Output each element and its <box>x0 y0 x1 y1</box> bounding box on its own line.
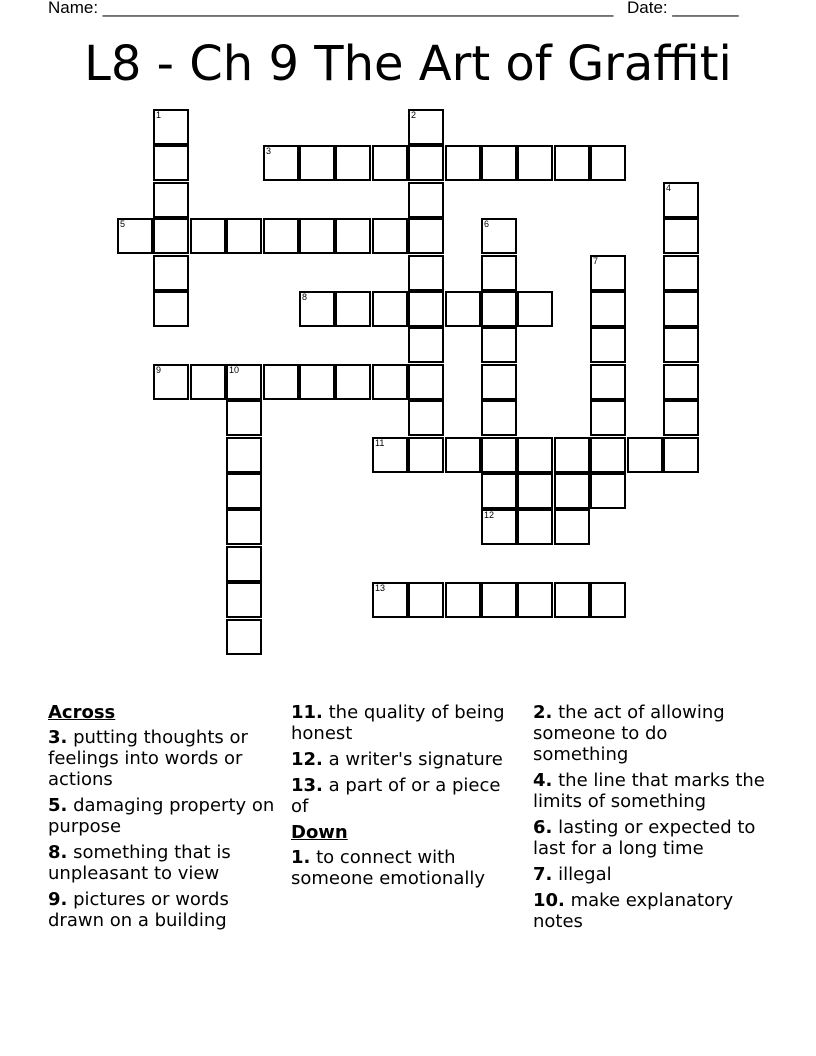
clue-text: putting thoughts or feelings into words or actions <box>48 727 248 790</box>
clue <box>48 889 280 931</box>
clue <box>291 847 523 889</box>
grid-cell[interactable] <box>590 437 626 473</box>
clue-text: a part of or a piece of <box>291 775 501 817</box>
grid-cell[interactable] <box>372 437 408 473</box>
grid-cell[interactable] <box>554 473 590 509</box>
grid-cell[interactable] <box>590 400 626 436</box>
grid-cell[interactable] <box>408 437 444 473</box>
grid-cell[interactable] <box>445 437 481 473</box>
grid-cell[interactable] <box>335 364 371 400</box>
grid-cell[interactable] <box>481 145 517 181</box>
down-heading: Down <box>291 822 348 843</box>
grid-cell[interactable] <box>226 619 262 655</box>
grid-cell[interactable] <box>226 364 262 400</box>
grid-cell[interactable] <box>153 291 189 327</box>
grid-cell[interactable] <box>663 437 699 473</box>
grid-cell[interactable] <box>481 327 517 363</box>
clue-number: 9 <box>156 365 162 375</box>
clues-column-3 <box>533 702 765 937</box>
clue-number: 3. <box>48 727 68 748</box>
grid-cell[interactable] <box>226 582 262 618</box>
clue-number: 11. <box>291 702 323 723</box>
clue-number: 10. <box>533 890 565 911</box>
grid-cell[interactable] <box>445 145 481 181</box>
grid-cell[interactable] <box>153 255 189 291</box>
grid-cell[interactable] <box>299 218 335 254</box>
clue <box>533 702 765 765</box>
clue-number: 5. <box>48 795 68 816</box>
grid-cell[interactable] <box>481 509 517 545</box>
clue-number: 4. <box>533 770 553 791</box>
grid-cell[interactable] <box>408 182 444 218</box>
grid-cell[interactable] <box>663 327 699 363</box>
clue-number: 7 <box>593 256 599 266</box>
clue <box>533 890 765 932</box>
grid-cell[interactable] <box>590 255 626 291</box>
grid-cell[interactable] <box>153 364 189 400</box>
clue-number: 2 <box>411 110 417 120</box>
clue-number: 1. <box>291 847 311 868</box>
grid-cell[interactable] <box>408 255 444 291</box>
clue <box>48 727 280 790</box>
clues-column-1 <box>48 702 280 936</box>
grid-cell[interactable] <box>445 291 481 327</box>
clues-column-2 <box>291 702 523 894</box>
grid-cell[interactable] <box>408 327 444 363</box>
grid-cell[interactable] <box>372 145 408 181</box>
clue <box>533 770 765 812</box>
clue <box>48 842 280 884</box>
grid-cell[interactable] <box>590 291 626 327</box>
clue-number: 5 <box>120 219 126 229</box>
grid-cell[interactable] <box>299 291 335 327</box>
across-heading: Across <box>48 702 116 723</box>
grid-cell[interactable] <box>445 582 481 618</box>
page-title: L8 - Ch 9 The Art of Graffiti <box>84 36 732 92</box>
grid-cell[interactable] <box>481 400 517 436</box>
grid-cell[interactable] <box>554 437 590 473</box>
grid-cell[interactable] <box>481 437 517 473</box>
down-clue-list <box>291 847 523 889</box>
grid-cell[interactable] <box>481 291 517 327</box>
clue-number: 12. <box>291 749 323 770</box>
clue-text: the act of allowing someone to do something <box>533 702 725 765</box>
down-clue-list-continued <box>533 702 765 932</box>
grid-cell[interactable] <box>408 218 444 254</box>
grid-cell[interactable] <box>263 145 299 181</box>
grid-cell[interactable] <box>335 145 371 181</box>
grid-cell[interactable] <box>408 582 444 618</box>
grid-cell[interactable] <box>590 364 626 400</box>
clue-number: 4 <box>666 183 672 193</box>
clue <box>533 864 765 885</box>
clue-number: 13. <box>291 775 323 796</box>
grid-cell[interactable] <box>408 145 444 181</box>
grid-cell[interactable] <box>263 364 299 400</box>
grid-cell[interactable] <box>517 291 553 327</box>
clue-number: 7. <box>533 864 553 885</box>
grid-cell[interactable] <box>517 437 553 473</box>
grid-cell[interactable] <box>226 437 262 473</box>
clue-number: 9. <box>48 889 68 910</box>
grid-cell[interactable] <box>663 291 699 327</box>
clue-text: the quality of being honest <box>291 702 505 744</box>
grid-cell[interactable] <box>153 218 189 254</box>
clue-number: 13 <box>375 583 386 593</box>
clue-number: 6 <box>484 219 490 229</box>
clue-number: 8 <box>302 292 308 302</box>
clue <box>291 702 523 744</box>
grid-cell[interactable] <box>408 291 444 327</box>
grid-cell[interactable] <box>299 364 335 400</box>
clue-number: 8. <box>48 842 68 863</box>
clue-text: make explanatory notes <box>533 890 734 932</box>
grid-cell[interactable] <box>190 364 226 400</box>
clue <box>291 775 523 817</box>
grid-cell[interactable] <box>226 218 262 254</box>
grid-cell[interactable] <box>372 364 408 400</box>
clue-number: 1 <box>156 110 162 120</box>
grid-cell[interactable] <box>190 218 226 254</box>
grid-cell[interactable] <box>117 218 153 254</box>
clue <box>533 817 765 859</box>
grid-cell[interactable] <box>153 182 189 218</box>
clue-text: a writer's signature <box>322 749 503 770</box>
grid-cell[interactable] <box>554 145 590 181</box>
clue-number: 2. <box>533 702 553 723</box>
grid-cell[interactable] <box>372 218 408 254</box>
grid-cell[interactable] <box>481 364 517 400</box>
grid-cell[interactable] <box>481 218 517 254</box>
clue-text: illegal <box>552 864 612 885</box>
grid-cell[interactable] <box>153 145 189 181</box>
grid-cell[interactable] <box>372 582 408 618</box>
grid-cell[interactable] <box>481 255 517 291</box>
grid-cell[interactable] <box>517 509 553 545</box>
grid-cell[interactable] <box>663 255 699 291</box>
clue-number: 6. <box>533 817 553 838</box>
grid-cell[interactable] <box>408 400 444 436</box>
grid-cell[interactable] <box>590 473 626 509</box>
grid-cell[interactable] <box>226 473 262 509</box>
grid-cell[interactable] <box>554 509 590 545</box>
grid-cell[interactable] <box>663 218 699 254</box>
across-clue-list-continued <box>291 702 523 817</box>
clue-text: the line that marks the limits of something <box>533 770 765 812</box>
grid-cell[interactable] <box>335 291 371 327</box>
grid-cell[interactable] <box>517 473 553 509</box>
grid-cell[interactable] <box>263 218 299 254</box>
grid-cell[interactable] <box>408 109 444 145</box>
grid-cell[interactable] <box>226 509 262 545</box>
grid-cell[interactable] <box>590 145 626 181</box>
grid-cell[interactable] <box>663 182 699 218</box>
clue-text: damaging property on purpose <box>48 795 275 837</box>
clue <box>291 749 523 770</box>
across-clue-list <box>48 727 280 931</box>
grid-cell[interactable] <box>226 400 262 436</box>
grid-cell[interactable] <box>372 291 408 327</box>
name-field[interactable]: Name: ______________________________________________________ <box>48 0 614 17</box>
clue <box>48 795 280 837</box>
clue-number: 11 <box>375 438 385 448</box>
grid-cell[interactable] <box>590 582 626 618</box>
clue-number: 10 <box>229 365 240 375</box>
grid-cell[interactable] <box>554 582 590 618</box>
grid-cell[interactable] <box>590 327 626 363</box>
grid-cell[interactable] <box>153 109 189 145</box>
clue-number: 3 <box>266 146 272 156</box>
grid-cell[interactable] <box>226 546 262 582</box>
grid-cell[interactable] <box>299 145 335 181</box>
grid-cell[interactable] <box>481 582 517 618</box>
date-field[interactable]: Date: _______ <box>627 0 739 17</box>
grid-cell[interactable] <box>408 364 444 400</box>
grid-cell[interactable] <box>627 437 663 473</box>
grid-cell[interactable] <box>517 145 553 181</box>
clue-text: to connect with someone emotionally <box>291 847 486 889</box>
clue-number: 12 <box>484 510 495 520</box>
clue-text: something that is unpleasant to view <box>48 842 231 884</box>
grid-cell[interactable] <box>335 218 371 254</box>
grid-cell[interactable] <box>663 364 699 400</box>
grid-cell[interactable] <box>663 400 699 436</box>
grid-cell[interactable] <box>481 473 517 509</box>
clue-text: lasting or expected to last for a long time <box>533 817 756 859</box>
grid-cell[interactable] <box>517 582 553 618</box>
clue-text: pictures or words drawn on a building <box>48 889 229 931</box>
